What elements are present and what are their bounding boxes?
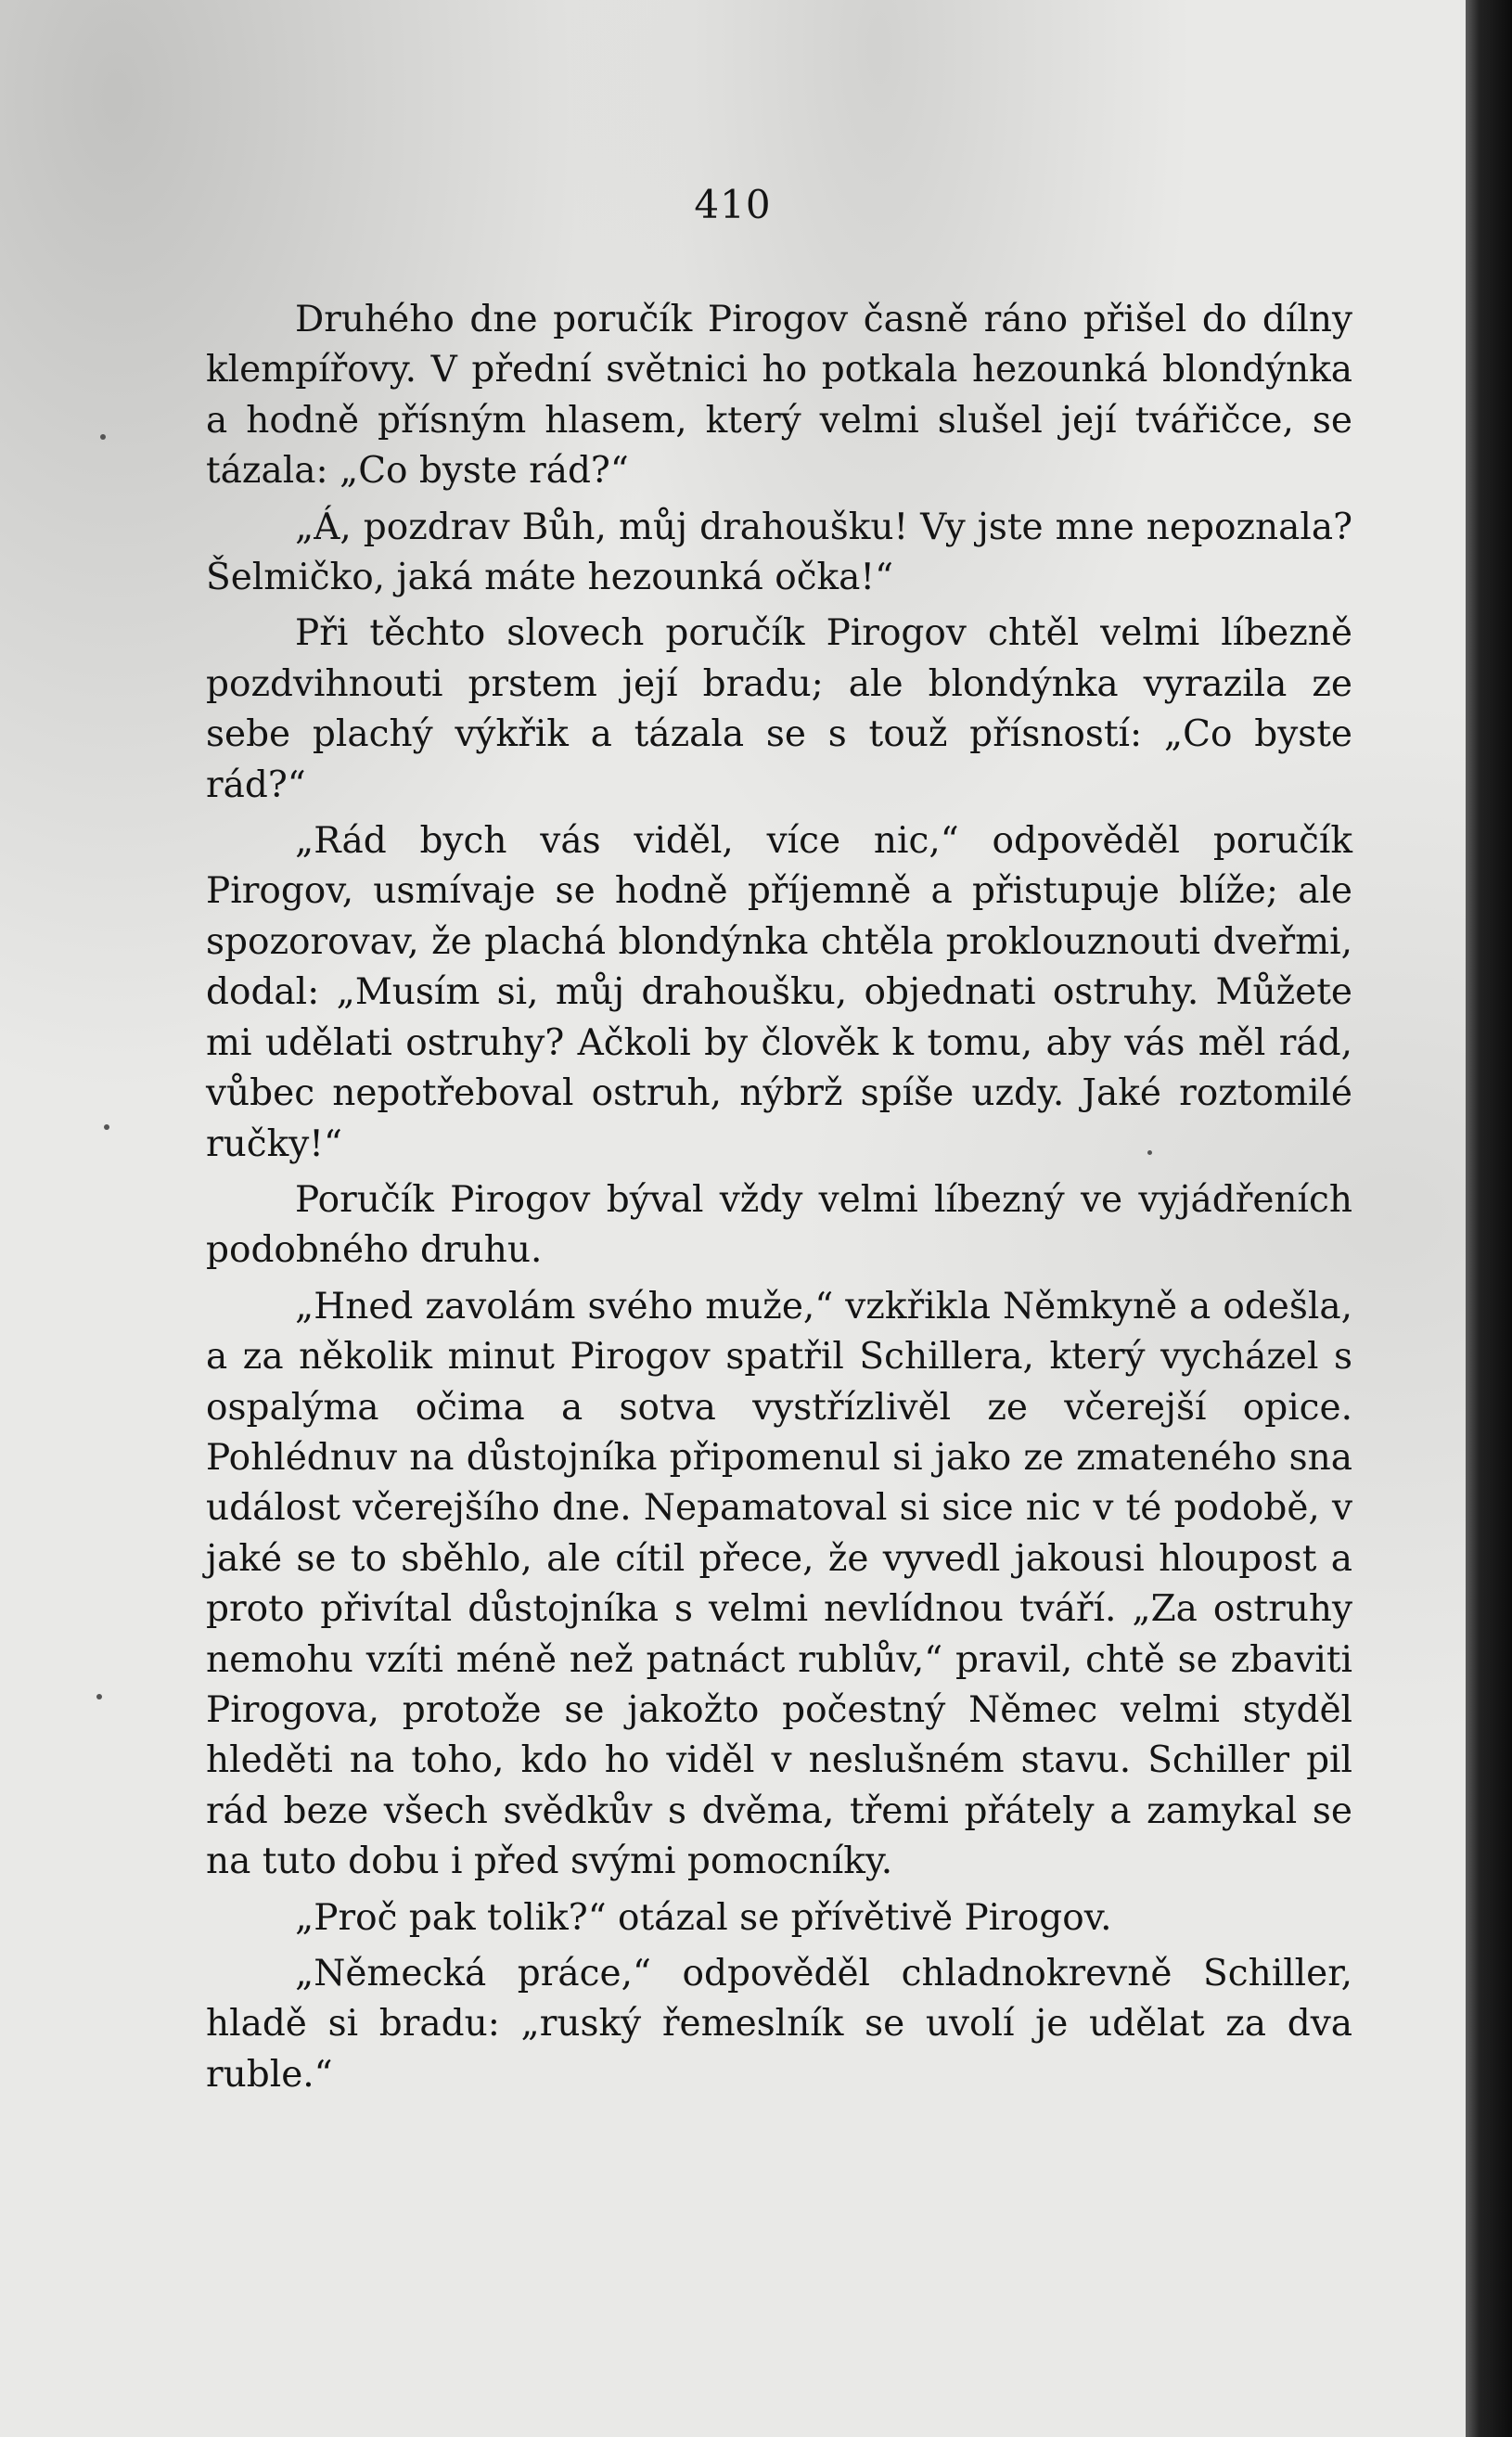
margin-speck: [100, 434, 106, 440]
paragraph: „Á, pozdrav Bůh, můj drahoušku! Vy jste mne nepoznala? Šelmičko, jaká máte hezounká očka!“: [206, 506, 1352, 599]
margin-speck: [104, 1124, 109, 1130]
paragraph: Poručík Pirogov býval vždy velmi líbezný ve vyjádřeních podobného druhu.: [206, 1178, 1352, 1272]
paragraph: „Hned zavolám svého muže,“ vzkřikla Němkyně a odešla, a za několik minut Pirogov spatřil Schillera, který vycházel s ospalýma očima a sotva vystřízlivěl ze včerejší opice. Pohlédnuv na důstojníka připomenul si jako ze zmateného sna událost včerejšího dne. Nepamatoval si sice nic v té podobě, v jaké se to sběhlo, ale cítil přece, že vyvedl jakousi hloupost a proto přivítal důstojníka s velmi nevlídnou tváří. „Za ostruhy nemohu vzíti méně než patnáct rublův,“ pravil, chtě se zbaviti Pirogova, protože se jakožto počestný Němec velmi styděl hleděti na toho, kdo ho viděl v neslušném stavu. Schiller pil rád beze všech svědkův s dvěma, třemi přátely a zamykal se na tuto dobu i před svými pomocníky.: [206, 1285, 1352, 1883]
margin-speck: [1147, 1150, 1152, 1155]
paragraph: „Proč pak tolik?“ otázal se přívětivě Pirogov.: [295, 1896, 1112, 1939]
page-number: 410: [694, 182, 772, 227]
paragraph: „Německá práce,“ odpověděl chladnokrevně Schiller, hladě si bradu: „ruský řemeslník se uvolí je udělat za dva ruble.“: [206, 1953, 1352, 2096]
paragraph: Při těchto slovech poručík Pirogov chtěl velmi líbezně pozdvihnouti prstem její bradu; ale blondýnka vyrazila ze sebe plachý výkřik a tázala se s touž přísností: „Co byste rád?“: [206, 612, 1352, 806]
margin-speck: [96, 1694, 102, 1699]
book-spine-shadow: [1466, 0, 1512, 2437]
paragraph: Druhého dne poručík Pirogov časně ráno přišel do dílny klempířovy. V přední světnici ho potkala hezounká blondýnka a hodně přísným hlasem, který velmi slušel její tvářičce, se tázala: „Co byste rád?“: [206, 299, 1352, 493]
paragraph: „Rád bych vás viděl, více nic,“ odpověděl poručík Pirogov, usmívaje se hodně příjemně a přistupuje blíže; ale spozorovav, že plachá blondýnka chtěla proklouznouti dveřmi, dodal: „Musím si, můj drahoušku, objednati ostruhy. Můžete mi udělati ostruhy? Ačkoli by člověk k tomu, aby vás měl rád, vůbec nepotřeboval ostruh, nýbrž spíše uzdy. Jaké roztomilé ručky!“: [206, 820, 1352, 1165]
body-text: [206, 295, 1352, 2106]
